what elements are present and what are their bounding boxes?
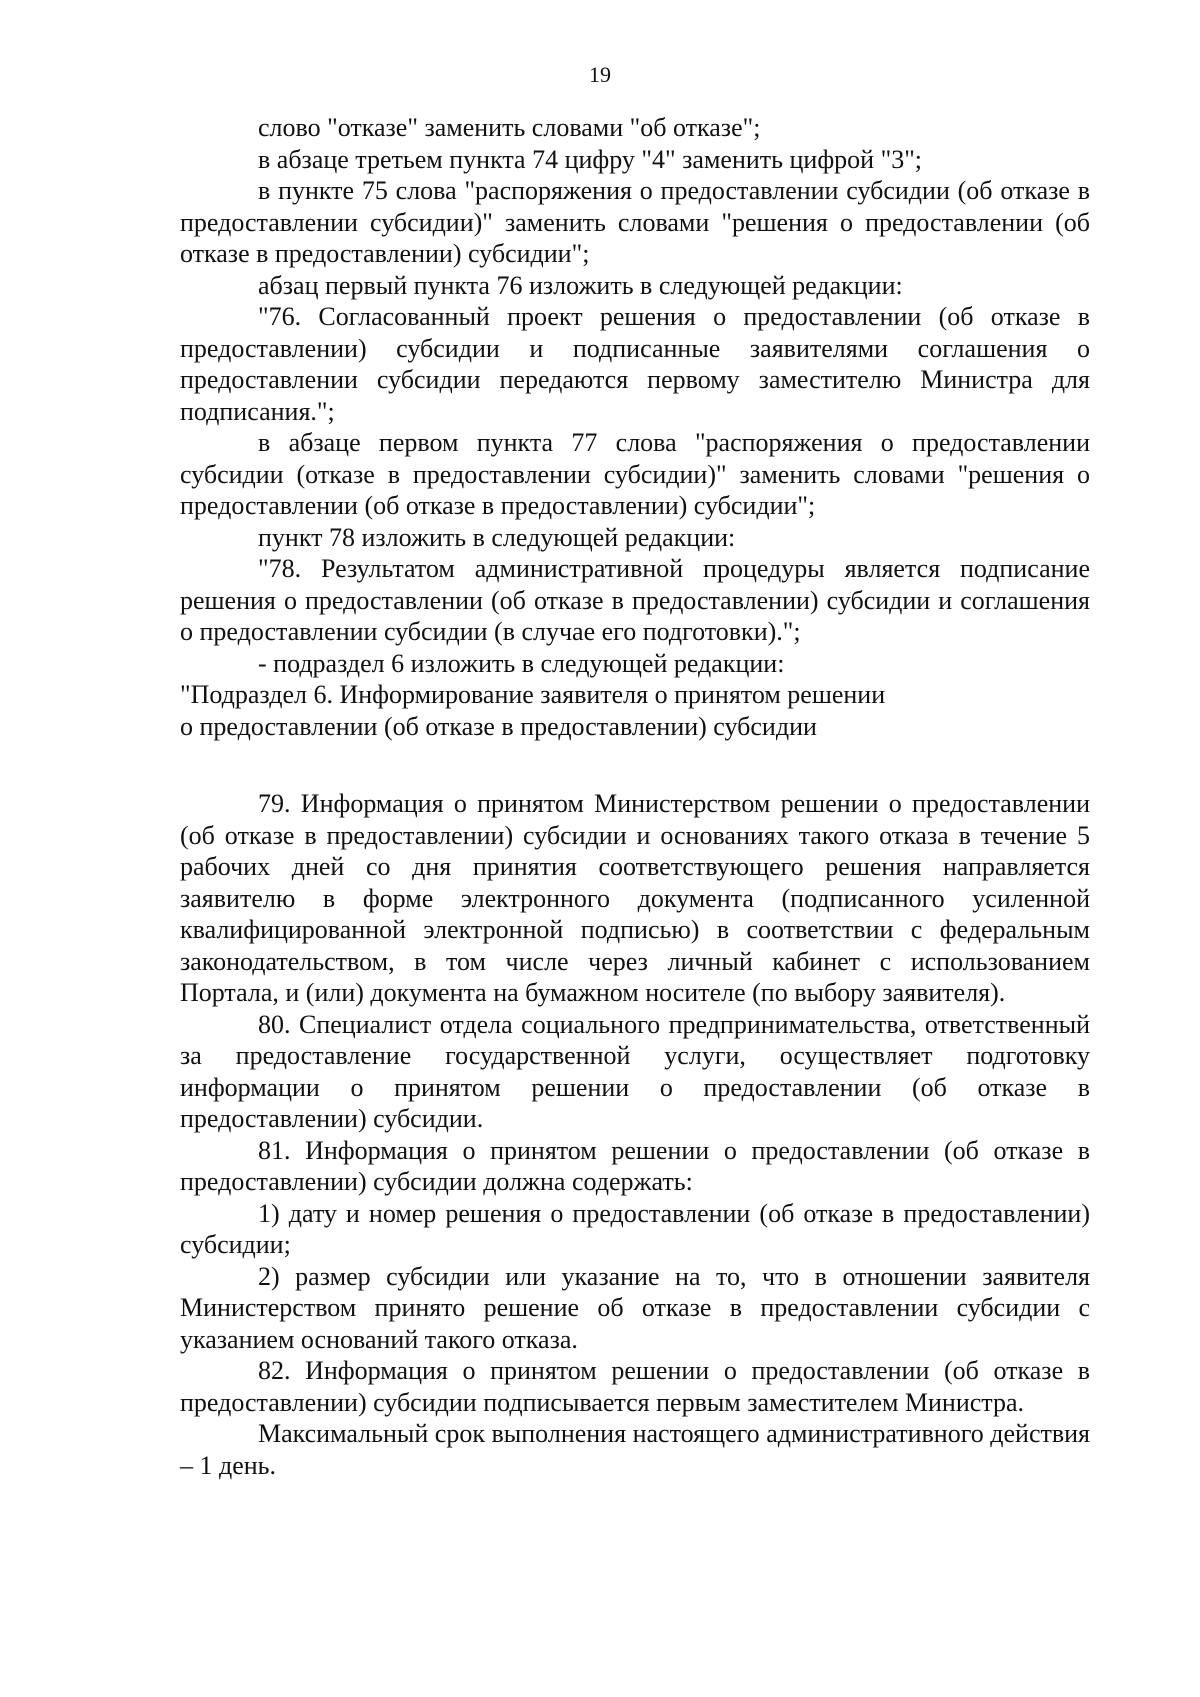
paragraph: абзац первый пункта 76 изложить в следующей редакции:: [258, 270, 903, 300]
paragraph: 1) дату и номер решения о предоставлении (об отказе в предоставлении) субсидии;: [180, 1198, 1090, 1259]
paragraph: слово "отказе" заменить словами "об отказе";: [258, 113, 761, 142]
paragraph: - подраздел 6 изложить в следующей редакции:: [258, 648, 785, 678]
paragraph: 2) размер субсидии или указание на то, что в отношении заявителя Министерством принято решение об отказе в предоставлении субсидии с указанием оснований такого отказа.: [180, 1261, 1090, 1354]
heading-line: о предоставлении (об отказе в предоставлении) субсидии: [180, 711, 817, 741]
paragraph: 79. Информация о принятом Министерством решении о предоставлении (об отказе в предоставлении) субсидии и основаниях такого отказа в течение 5 рабочих дней со дня принятия соответствующего решения направляется заявителю в форме электронного документа (подписанного усиленной квалифицированной электронной подписью) в соответствии с федеральным законодательством, в том числе через личный кабинет с использованием Портала, и (или) документа на бумажном носителе (по выбору заявителя).: [180, 789, 1090, 1007]
paragraph: 80. Специалист отдела социального предпринимательства, ответственный за предоставление государственной услуги, осуществляет подготовку информации о принятом решении о предоставлении (об отказе в предоставлении) субсидии.: [180, 1009, 1090, 1133]
paragraph: в абзаце первом пункта 77 слова "распоряжения о предоставлении субсидии (отказе в предоставлении субсидии)" заменить словами "решения о предоставлении (об отказе в предоставлении) субсидии";: [180, 428, 1090, 520]
paragraph: "78. Результатом административной процедуры является подписание решения о предоставлении (об отказе в предоставлении) субсидии и соглашения о предоставлении субсидии (в случае его подготовки).";: [180, 554, 1090, 646]
paragraph: 82. Информация о принятом решении о предоставлении (об отказе в предоставлении) субсидии подписывается первым заместителем Министра.: [180, 1356, 1090, 1417]
subsection-body: [180, 788, 1090, 1481]
paragraph: в абзаце третьем пункта 74 цифру "4" заменить цифрой "3";: [258, 144, 923, 174]
paragraph: 81. Информация о принятом решении о предоставлении (об отказе в предоставлении) субсидии должна содержать:: [180, 1135, 1090, 1196]
paragraph: в пункте 75 слова "распоряжения о предоставлении субсидии (об отказе в предоставлении субсидии)" заменить словами "решения о предоставлении (об отказе в предоставлении) субсидии";: [180, 176, 1090, 268]
paragraph: пункт 78 изложить в следующей редакции:: [258, 522, 736, 552]
document-body: [180, 112, 1090, 1481]
paragraph: Максимальный срок выполнения настоящего административного действия – 1 день.: [180, 1419, 1090, 1480]
page-number: 19: [589, 62, 611, 87]
subsection-heading: [180, 679, 1090, 742]
paragraph: "76. Согласованный проект решения о предоставлении (об отказе в предоставлении) субсидии и подписанные заявителями соглашения о предоставлении субсидии передаются первому заместителю Министра для подписания.";: [180, 302, 1090, 426]
heading-line: "Подраздел 6. Информирование заявителя о принятом решении: [180, 680, 886, 709]
